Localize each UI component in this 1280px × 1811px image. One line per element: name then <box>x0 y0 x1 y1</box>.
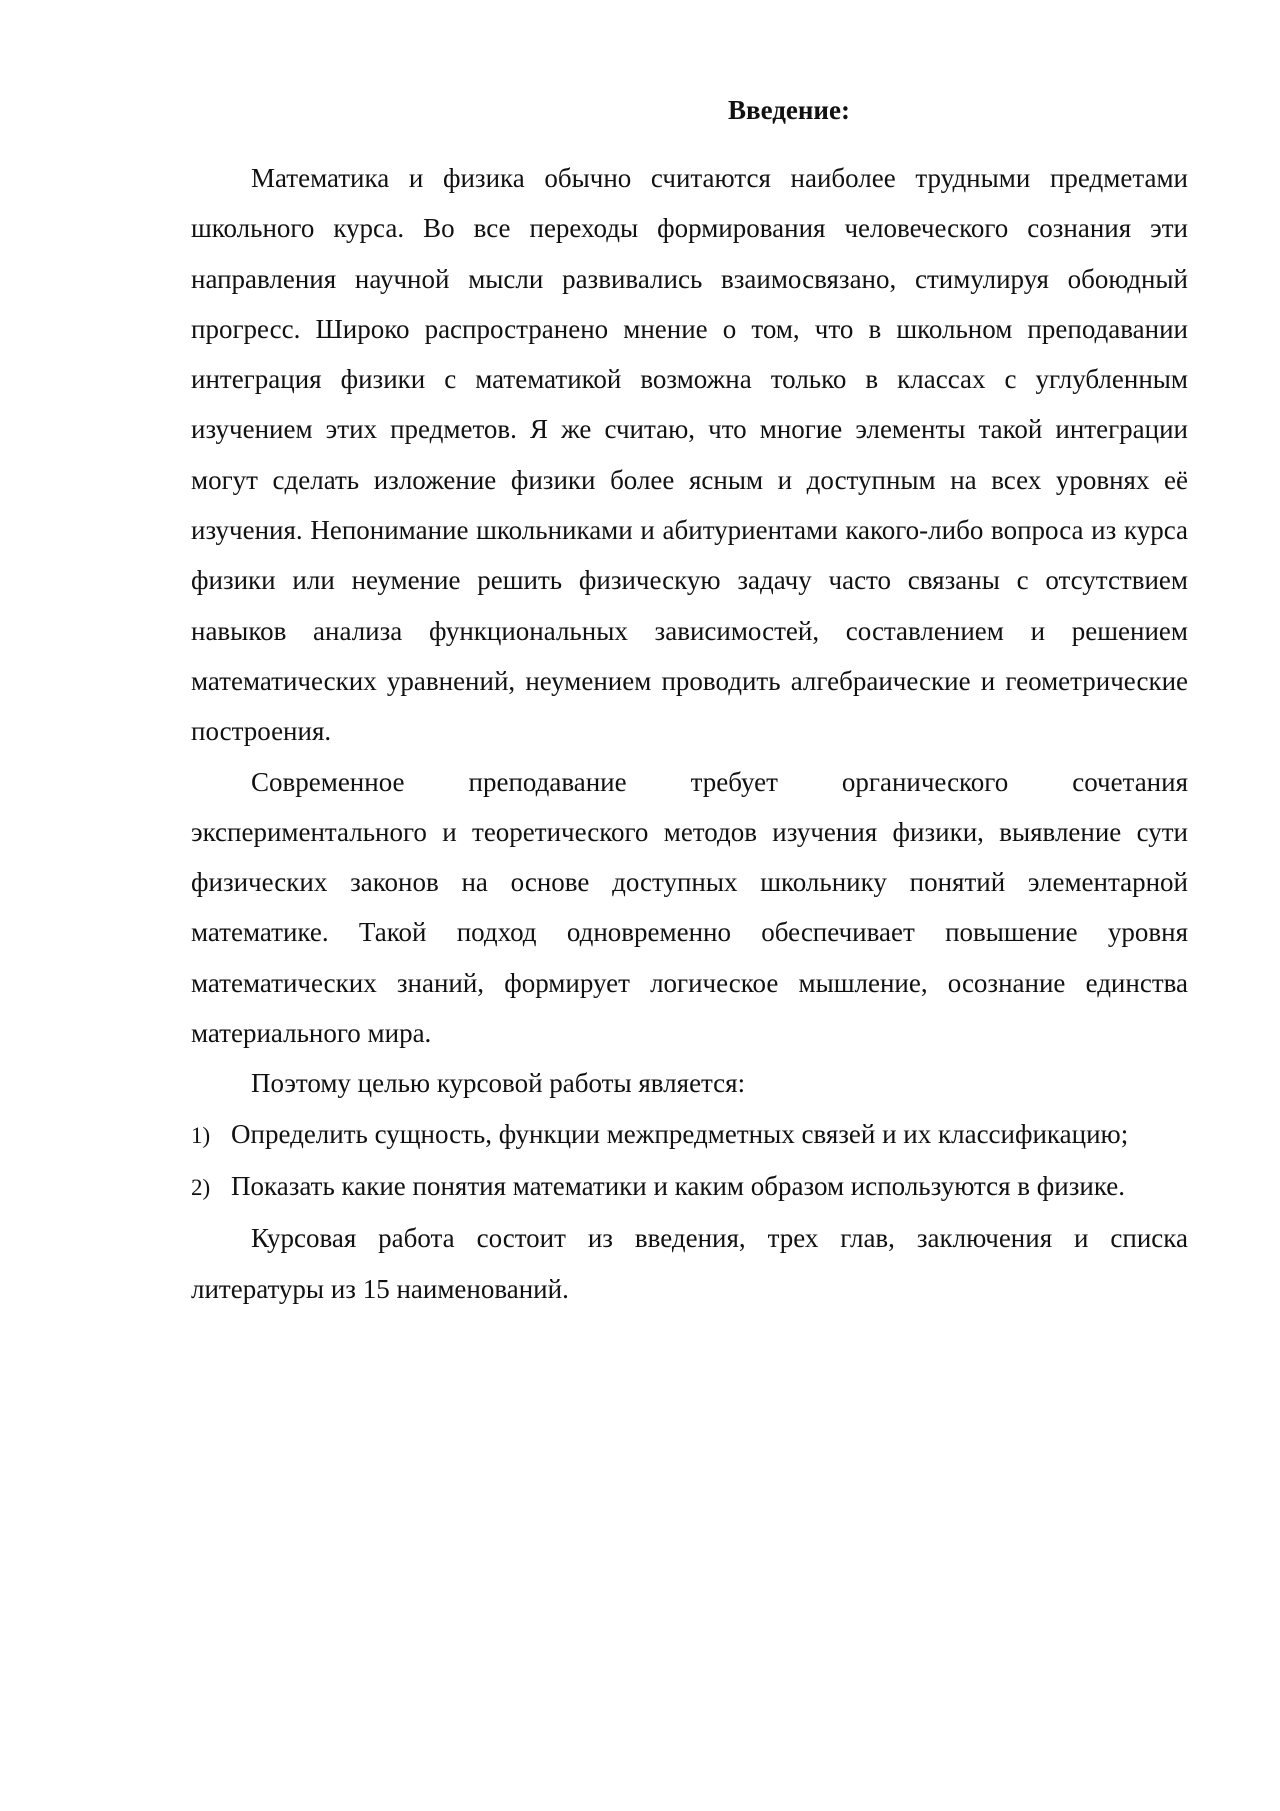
paragraph-intro: Математика и физика обычно считаются наиболее трудными предметами школьного курса. Во все переходы формирования человеческого сознания эти направления научной мысли развивались взаимосвязано, стимулируя обоюдный прогресс. Широко распространено мнение о том, что в школьном преподавании интеграция физики с математикой возможна только в классах с углубленным изучением этих предметов. Я же считаю, что многие элементы такой интеграции могут сделать изложение физики более ясным и доступным на всех уровнях её изучения. Непонимание школьниками и абитуриентами какого-либо вопроса из курса физики или неумение решить физическую задачу часто связаны с отсутствием навыков анализа функциональных зависимостей, составлением и решением математических уравнений, неумением проводить алгебраические и геометрические построения. <box>191 163 1188 747</box>
list-item-text: Показать какие понятия математики и каким образом используются в физике. <box>231 1170 1126 1201</box>
document-body <box>191 90 1188 1314</box>
paragraph-structure: Курсовая работа состоит из введения, трех глав, заключения и списка литературы из 15 наименований. <box>191 1223 1188 1304</box>
page-title: Введение: <box>728 95 850 125</box>
list-item <box>191 1109 1188 1161</box>
paragraph-goal: Поэтому целью курсовой работы является: <box>251 1068 746 1099</box>
list-item-number: 2) <box>191 1174 211 1200</box>
list-item-number: 1) <box>191 1122 211 1148</box>
paragraph-modern-teaching: Современное преподавание требует органического сочетания экспериментального и теоретического методов изучения физики, выявление сути физических законов на основе доступных школьнику понятий элементарной математике. Такой подход одновременно обеспечивает повышение уровня математических знаний, формирует логическое мышление, осознание единства материального мира. <box>191 766 1188 1049</box>
list-item <box>191 1161 1188 1213</box>
list-item-text: Определить сущность, функции межпредметных связей и их классификацию; <box>231 1118 1129 1149</box>
